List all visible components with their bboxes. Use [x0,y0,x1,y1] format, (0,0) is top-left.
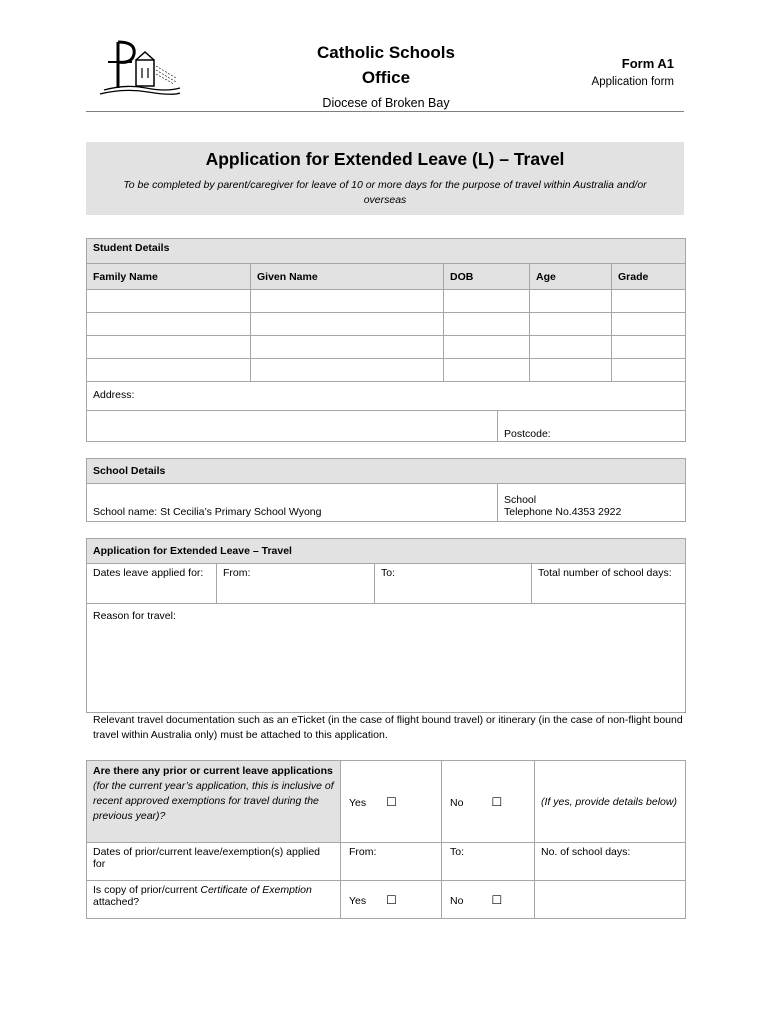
diocese-label: Diocese of Broken Bay [322,96,450,110]
prior-dates-label: Dates of prior/current leave/exemption(s) applied for [87,843,341,881]
given-name-input-1[interactable] [251,290,444,313]
col-given-name: Given Name [251,264,444,290]
school-phone-line1: School [504,494,537,506]
total-days-label: Total number of school days: [538,567,672,579]
prior-to-label: To: [450,846,465,858]
dob-input-2[interactable] [444,313,530,336]
title-box [86,142,684,215]
grade-input-1[interactable] [612,290,686,313]
prior-to-field[interactable] [442,843,535,881]
address-label: Address: [87,380,686,410]
leave-to-label: To: [381,567,396,579]
school-phone-block [498,484,686,522]
prior-yes-label: Yes [349,796,367,809]
given-name-input-2[interactable] [251,313,444,336]
student-row-1 [87,290,686,313]
age-input-1[interactable] [530,290,612,313]
form-code-block [592,56,674,88]
grade-input-2[interactable] [612,313,686,336]
school-phone-line2: Telephone No.4353 2922 [504,506,622,518]
school-details-table [86,458,686,522]
prior-leave-question-bold: Are there any prior or current leave applications [93,765,333,777]
student-row-2 [87,313,686,336]
leave-from-field[interactable] [217,564,375,604]
form-code: Form A1 [621,56,674,71]
leave-from-label: From: [223,567,251,579]
col-grade: Grade [612,264,686,290]
given-name-input-4[interactable] [251,359,444,382]
address-input[interactable] [87,410,498,441]
age-input-4[interactable] [530,359,612,382]
prior-leave-question-italic: (for the current year’s application, this is inclusive of recent approved exemptions for travel during the previous year)? [93,780,334,822]
documentation-note: Relevant travel documentation such as an eTicket (in the case of flight bound travel) or itinerary (in the case of non-flight bound travel within Australia only) must be attached to this application. [93,714,683,741]
cert-no-option[interactable] [442,881,535,919]
grade-input-4[interactable] [612,359,686,382]
catholic-schools-logo [96,38,182,98]
cert-text-italic: Certificate of Exemption [200,884,312,896]
cert-empty-cell [535,881,686,919]
family-name-input-2[interactable] [87,313,251,336]
leave-application-heading: Application for Extended Leave – Travel [87,539,686,564]
family-name-input-4[interactable] [87,359,251,382]
total-days-field[interactable] [532,564,686,604]
header-divider [86,111,684,112]
form-subtitle: To be completed by parent/caregiver for leave of 10 or more days for the purpose of travel within Australia and/or overseas [123,179,647,206]
cert-yes-label: Yes [349,894,367,907]
age-input-3[interactable] [530,336,612,359]
address-table [86,380,686,442]
org-name-line2: Office [361,68,411,87]
if-yes-note: (If yes, provide details below) [535,761,686,843]
student-row-3 [87,336,686,359]
cert-text-2: attached? [93,896,140,908]
dates-leave-label: Dates leave applied for: [87,564,217,604]
prior-yes-option[interactable] [341,761,442,843]
student-row-4 [87,359,686,382]
org-name-line1: Catholic Schools [317,43,455,62]
prior-no-option[interactable] [442,761,535,843]
prior-leave-table [86,760,686,919]
reason-for-travel-field[interactable] [87,604,686,713]
family-name-input-3[interactable] [87,336,251,359]
dob-input-3[interactable] [444,336,530,359]
age-input-2[interactable] [530,313,612,336]
reason-for-travel-label: Reason for travel: [93,610,176,622]
dob-input-1[interactable] [444,290,530,313]
student-columns-row [87,264,686,290]
prior-no-checkbox-icon[interactable]: ☐ [491,794,503,809]
col-family-name: Family Name [87,264,251,290]
leave-application-table [86,538,686,713]
cert-text-1: Is copy of prior/current [93,884,201,896]
form-title: Application for Extended Leave (L) – Travel [205,149,565,169]
given-name-input-3[interactable] [251,336,444,359]
prior-days-label: No. of school days: [541,846,631,858]
grade-input-3[interactable] [612,336,686,359]
postcode-label: Postcode: [504,427,551,440]
prior-no-label: No [450,796,464,809]
student-details-table [86,238,686,382]
prior-from-label: From: [349,846,377,858]
dob-input-4[interactable] [444,359,530,382]
cert-no-checkbox-icon[interactable]: ☐ [491,892,503,907]
cert-yes-checkbox-icon[interactable]: ☐ [386,892,397,907]
certificate-question [87,881,341,919]
school-name-label: School name: St Cecilia’s Primary School Wyong [87,484,498,522]
cert-no-label: No [450,894,464,907]
col-age: Age [530,264,612,290]
prior-from-field[interactable] [341,843,442,881]
family-name-input-1[interactable] [87,290,251,313]
form-description: Application form [591,76,674,88]
prior-yes-checkbox-icon[interactable]: ☐ [386,794,397,809]
school-details-heading: School Details [87,459,686,484]
org-name-block [286,40,486,110]
prior-leave-question [87,761,341,843]
postcode-field[interactable] [498,410,686,441]
prior-days-field[interactable] [535,843,686,881]
leave-to-field[interactable] [375,564,532,604]
cert-yes-option[interactable] [341,881,442,919]
student-details-heading: Student Details [87,239,686,264]
col-dob: DOB [444,264,530,290]
